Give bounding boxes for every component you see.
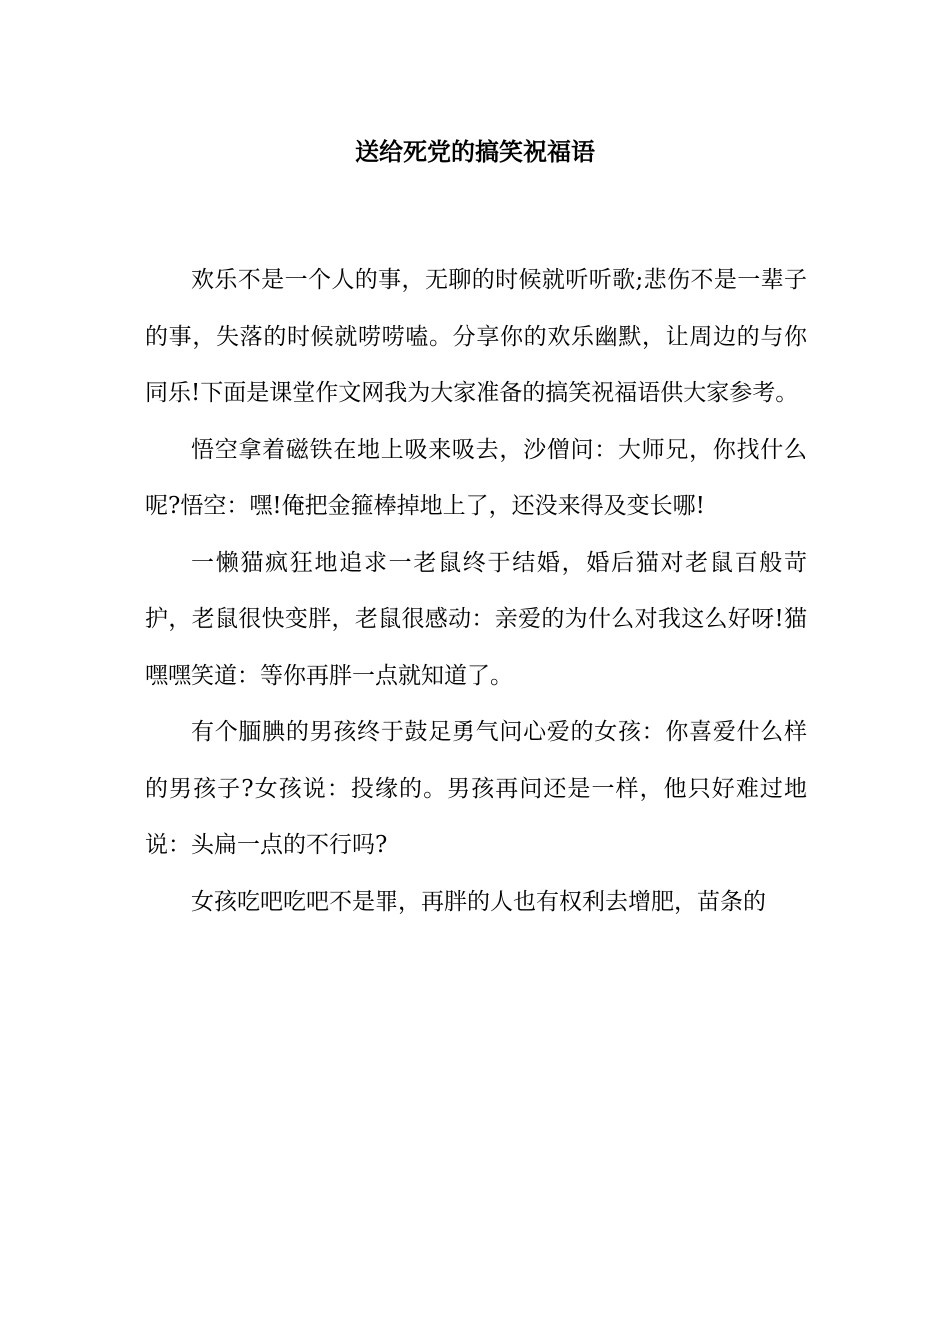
paragraph-joke-girl-eat: 女孩吃吧吃吧不是罪，再胖的人也有权利去增肥，苗条的	[191, 888, 766, 915]
paragraph-joke-wukong: 悟空拿着磁铁在地上吸来吸去，沙僧问：大师兄，你找什么呢?悟空：嘿!俺把金箍棒掉地上了，还没来得及变长哪!	[145, 436, 807, 519]
paragraph-joke-shy-boy: 有个腼腆的男孩终于鼓足勇气问心爱的女孩：你喜爱什么样的男孩子?女孩说：投缘的。男孩再问还是一样，他只好难过地说：头扁一点的不行吗?	[145, 719, 807, 858]
paragraph-intro: 欢乐不是一个人的事，无聊的时候就听听歌;悲伤不是一辈子的事，失落的时候就唠唠嗑。分享你的欢乐幽默，让周边的与你同乐!下面是课堂作文网我为大家准备的搞笑祝福语供大家参考。	[145, 267, 807, 406]
document-body	[145, 252, 807, 930]
paragraph-joke-cat-mouse: 一懒猫疯狂地追求一老鼠终于结婚，婚后猫对老鼠百般苛护，老鼠很快变胖，老鼠很感动：亲爱的为什么对我这么好呀!猫嘿嘿笑道：等你再胖一点就知道了。	[145, 549, 807, 689]
document-title: 送给死党的搞笑祝福语	[355, 137, 595, 166]
